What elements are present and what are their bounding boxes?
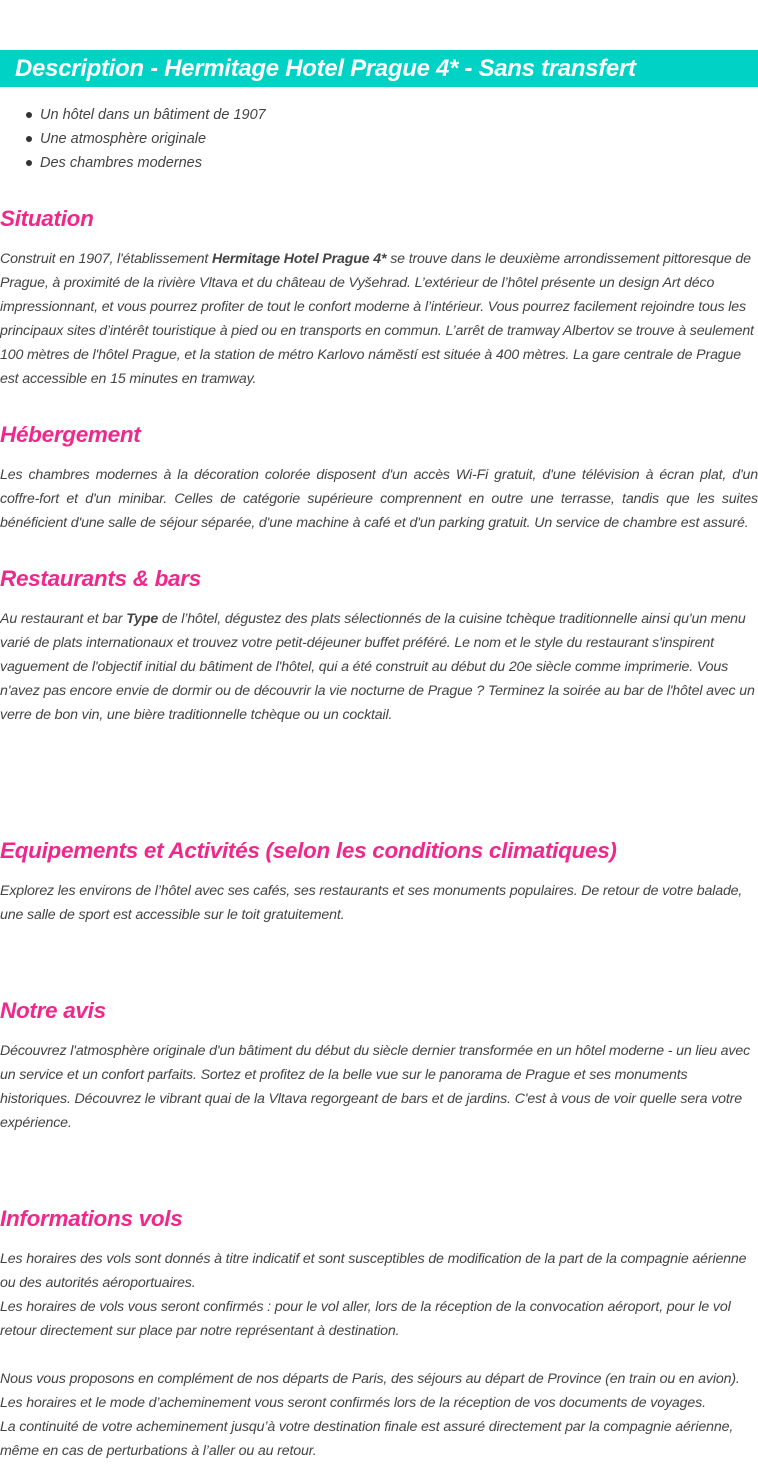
situation-paragraph [0,247,758,391]
vols-line-2: Les horaires de vols vous seront confirmés : pour le vol aller, lors de la réception de la convocation aéroport, pour le vol retour directement sur place par notre représentant à destination. [0,1299,731,1339]
banner-title: Description - Hermitage Hotel Prague 4* - Sans transfert [15,55,636,82]
hebergement-heading: Hébergement [0,422,141,447]
restaurants-paragraph [0,607,758,727]
highlight-text: Un hôtel dans un bâtiment de 1907 [40,107,266,123]
avis-paragraph: Découvrez l'atmosphère originale d'un bâtiment du début du siècle dernier transformée en un hôtel moderne - un lieu avec un service et un confort parfaits. Sortez et profitez de la belle vue sur le panorama de Prague et ses monuments historiques. Découvrez le vibrant quai de la Vltava regorgeant de bars et de jardins. C'est à vous de voir quelle sera votre expérience. [0,1043,751,1131]
bullet-icon [26,160,32,166]
vols-paragraph-horaires [0,1247,758,1343]
bullet-icon [26,112,32,118]
vols-line-4: Les horaires et le mode d’acheminement vous seront confirmés lors de la réception de vos documents de voyages. [0,1395,706,1411]
vols-line-5: La continuité de votre acheminement jusqu’à votre destination finale est assuré directement par la compagnie aérienne, même en cas de perturbations à l’aller ou au retour. [0,1419,734,1459]
vols-line-1: Les horaires des vols sont donnés à titre indicatif et sont susceptibles de modification de la part de la compagnie aérienne ou des autorités aéroportuaires. [0,1251,747,1291]
vols-line-3: Nous vous proposons en complément de nos départs de Paris, des séjours au départ de Province (en train ou en avion). [0,1371,740,1387]
highlight-item [26,127,266,151]
equipements-paragraph: Explorez les environs de l’hôtel avec ses cafés, ses restaurants et ses monuments populaires. De retour de votre balade, une salle de sport est accessible sur le toit gratuitement. [0,883,743,923]
description-banner [0,50,758,87]
equipements-heading: Equipements et Activités (selon les conditions climatiques) [0,838,617,863]
bar-name: Type [126,611,159,627]
restaurants-heading: Restaurants & bars [0,566,201,591]
vols-heading: Informations vols [0,1206,183,1231]
avis-heading: Notre avis [0,998,106,1023]
highlights-list [26,103,266,175]
situation-heading: Situation [0,206,94,231]
vols-paragraph-province [0,1367,758,1463]
situation-intro: Construit en 1907, l'établissement [0,251,212,267]
highlight-item [26,103,266,127]
situation-body: se trouve dans le deuxième arrondissement pittoresque de Prague, à proximité de la rivière Vltava et du château de Vyšehrad. L’extérieur de l’hôtel présente un design Art déco impressionnant, et vous pourrez profiter de tout le confort moderne à l’intérieur. Vous pourrez facilement rejoindre tous les principaux sites d’intérêt touristique à pied ou en transports en commun. L’arrêt de tramway Albertov se trouve à seulement 100 mètres de l'hôtel Prague, et la station de métro Karlovo náměstí est située à 400 mètres. La gare centrale de Prague est accessible en 15 minutes en tramway. [0,251,754,387]
hebergement-paragraph: Les chambres modernes à la décoration colorée disposent d'un accès Wi-Fi gratuit, d'une télévision à écran plat, d'un coffre-fort et d'un minibar. Celles de catégorie supérieure comprennent en outre une terrasse, tandis que les suites bénéficient d'une salle de séjour séparée, d'une machine à café et d'un parking gratuit. Un service de chambre est assuré. [0,467,758,531]
bullet-icon [26,136,32,142]
highlight-text: Des chambres modernes [40,155,202,171]
highlight-text: Une atmosphère originale [40,131,207,147]
restaurants-body: de l’hôtel, dégustez des plats sélectionnés de la cuisine tchèque traditionnelle ainsi qu'un menu varié de plats internationaux et trouvez votre petit-déjeuner buffet préféré. Le nom et le style du restaurant s'inspirent vaguement de l'objectif initial du bâtiment de l'hôtel, qui a été construit au début du 20e siècle comme imprimerie. Vous n'avez pas encore envie de dormir ou de découvrir la vie nocturne de Prague ? Terminez la soirée au bar de l'hôtel avec un verre de bon vin, une bière traditionnelle tchèque ou un cocktail. [0,611,755,723]
hotel-name: Hermitage Hotel Prague 4* [211,251,387,267]
highlight-item [26,151,266,175]
restaurants-intro: Au restaurant et bar [0,611,127,627]
